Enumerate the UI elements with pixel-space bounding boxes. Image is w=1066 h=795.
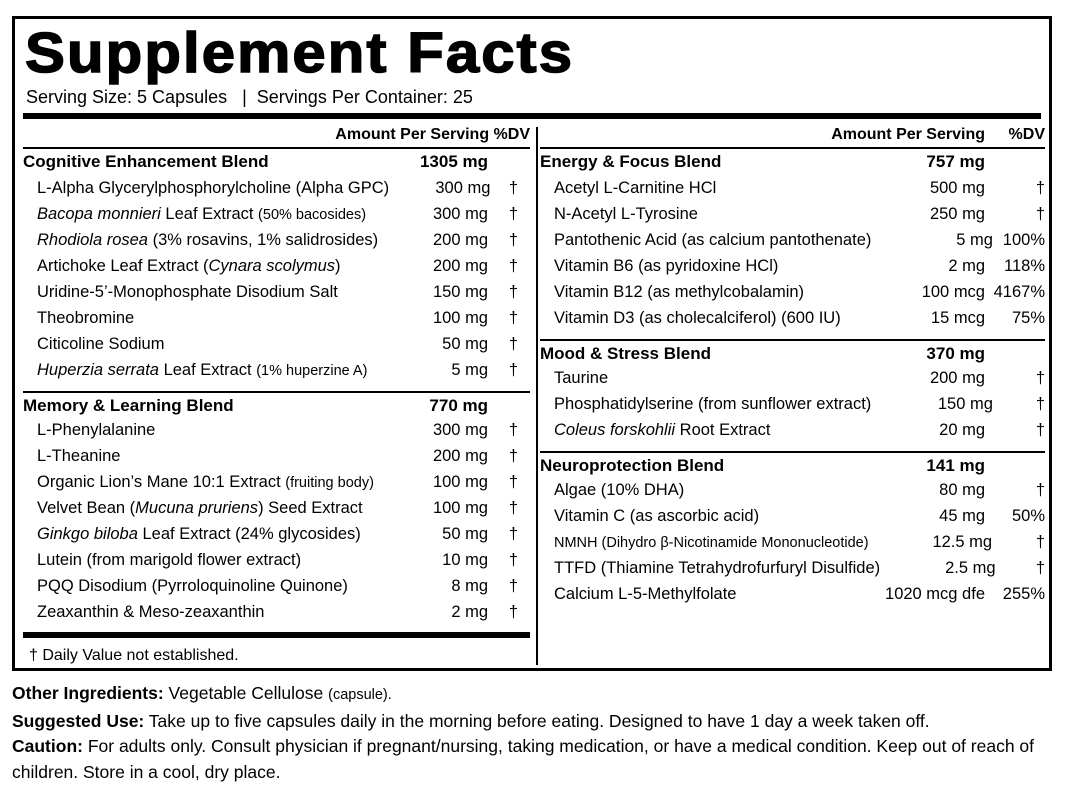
other-ingredients-text: Vegetable Cellulose <box>163 683 329 703</box>
ingredient-amount: 15 mcg <box>930 308 985 327</box>
ingredient-name-part: Leaf Extract <box>158 360 257 379</box>
ingredient-dv: † <box>508 178 518 197</box>
ingredient-amount: 2 mg <box>451 602 488 621</box>
ingredient-name <box>23 447 378 466</box>
ingredient-name <box>23 525 378 544</box>
ingredient-dv: † <box>1035 178 1045 197</box>
ingredient-amount: 50 mg <box>442 334 488 353</box>
blend-row <box>540 339 1045 365</box>
ingredient-name <box>23 205 378 224</box>
blend-amount: 370 mg <box>926 343 985 363</box>
ingredient-name-part: (1% huperzine A) <box>256 362 368 379</box>
ingredient-name-part: L-Phenylalanine <box>37 420 156 439</box>
ingredient-row <box>540 503 1045 529</box>
ingredient-row <box>540 477 1045 503</box>
suggested-use-label: Suggested Use: <box>12 710 145 731</box>
blend-row <box>23 391 530 417</box>
caution <box>12 734 1057 785</box>
ingredient-row <box>540 227 1045 253</box>
ingredient-amount: 200 mg <box>432 256 488 275</box>
ingredient-name-part: Uridine-5’-Monophosphate Disodium Salt <box>37 282 338 301</box>
caution-label: Caution: <box>12 736 83 756</box>
ingredient-name-part: Calcium L-5-Methylfolate <box>554 584 737 603</box>
supplement-facts-panel <box>12 16 1052 671</box>
ingredient-name <box>540 481 845 500</box>
ingredient-name <box>540 283 845 302</box>
column-header <box>540 121 1045 149</box>
ingredient-name <box>540 257 845 276</box>
serving-info: Serving Size: 5 Capsules | Servings Per Container: 25 <box>26 87 473 107</box>
ingredient-amount: 8 mg <box>451 576 488 595</box>
blend-row <box>540 149 1045 175</box>
left-column <box>23 121 530 665</box>
ingredient-row <box>540 201 1045 227</box>
ingredient-dv: † <box>1035 368 1045 387</box>
other-ingredients-note: (capsule). <box>328 687 392 703</box>
ingredient-name-part: PQQ Disodium (Pyrroloquinoline Quinone) <box>37 576 348 595</box>
ingredient-dv: † <box>508 602 518 621</box>
ingredient-dv: † <box>508 550 518 569</box>
ingredient-row <box>540 279 1045 305</box>
blend-name: Memory & Learning Blend <box>23 395 234 415</box>
ingredient-dv: 118% <box>1004 256 1045 275</box>
ingredient-dv: † <box>508 230 518 249</box>
ingredient-row <box>540 305 1045 331</box>
ingredient-name-part: L-Alpha Glycerylphosphorylcholine (Alpha GPC) <box>37 178 390 197</box>
ingredient-name-part: Bacopa monnieri <box>37 204 161 223</box>
footnote: † Daily Value not established. <box>29 647 239 664</box>
ingredient-amount: 200 mg <box>929 368 985 387</box>
ingredient-name-part: (50% bacosides) <box>258 206 367 223</box>
ingredient-row <box>23 417 530 443</box>
ingredient-row <box>23 227 530 253</box>
ingredient-row <box>540 529 1045 555</box>
ingredient-name-part: Lutein (from marigold flower extract) <box>37 550 302 569</box>
ingredient-dv: † <box>508 446 518 465</box>
ingredient-name <box>23 335 378 354</box>
ingredient-dv: † <box>508 524 518 543</box>
ingredient-name-part: Artichoke Leaf Extract ( <box>37 256 209 275</box>
ingredient-amount: 200 mg <box>432 446 488 465</box>
ingredient-amount: 300 mg <box>432 420 488 439</box>
ingredient-dv: 4167% <box>993 282 1045 301</box>
ingredient-name-part: Taurine <box>554 368 609 387</box>
ingredient-amount: 50 mg <box>442 524 488 543</box>
thick-divider <box>23 113 1041 119</box>
ingredient-amount: 300 mg <box>432 204 488 223</box>
ingredient-amount: 2.5 mg <box>945 558 996 577</box>
ingredient-dv: † <box>1035 204 1045 223</box>
ingredient-amount: 12.5 mg <box>932 532 993 551</box>
ingredient-row <box>23 521 530 547</box>
suggested-use <box>12 709 1057 735</box>
ingredient-name <box>540 231 871 250</box>
ingredient-name-part: Theobromine <box>37 308 135 327</box>
ingredient-dv: † <box>508 360 518 379</box>
ingredient-dv: † <box>508 576 518 595</box>
blend-amount: 757 mg <box>926 152 985 171</box>
ingredient-dv: 50% <box>1011 506 1045 525</box>
ingredient-name-part: Velvet Bean ( <box>37 498 136 517</box>
blend-amount: 141 mg <box>926 455 985 475</box>
caution-text: For adults only. Consult physician if pregnant/nursing, taking medication, or have a medical condition. Keep out of reach of children. Store in a cool, dry place. <box>12 736 1035 782</box>
ingredient-name <box>23 499 378 518</box>
ingredient-dv: † <box>508 308 518 327</box>
ingredient-name <box>540 309 845 328</box>
blend-name: Mood & Stress Blend <box>540 343 711 363</box>
ingredient-amount: 5 mg <box>451 360 488 379</box>
ingredient-name <box>23 179 389 198</box>
ingredient-name <box>23 231 378 250</box>
ingredient-name-part: Huperzia serrata <box>37 360 159 379</box>
blend-name: Cognitive Enhancement Blend <box>23 152 269 171</box>
ingredient-name <box>23 473 378 492</box>
blend-amount: 770 mg <box>429 395 488 415</box>
ingredient-row <box>23 175 530 201</box>
ingredient-amount: 45 mg <box>939 506 985 525</box>
ingredient-amount: 300 mg <box>435 178 491 197</box>
ingredient-dv: † <box>508 498 518 517</box>
ingredient-name <box>540 205 845 224</box>
ingredient-dv: † <box>1035 480 1045 499</box>
ingredient-name <box>540 507 845 526</box>
ingredient-dv: † <box>508 204 518 223</box>
ingredient-name-part: L-Theanine <box>37 446 121 465</box>
ingredient-name-part: Acetyl L-Carnitine HCl <box>554 178 717 197</box>
ingredient-row <box>23 443 530 469</box>
ingredient-name-part: Cynara scolymus <box>208 256 336 275</box>
ingredient-row <box>540 253 1045 279</box>
ingredient-name-part: NMNH (Dihydro β-Nicotinamide Mononucleotide) <box>554 534 869 551</box>
ingredient-dv: 75% <box>1011 308 1045 327</box>
ingredient-name <box>23 577 378 596</box>
ingredient-name-part: Vitamin B12 (as methylcobalamin) <box>554 282 805 301</box>
ingredient-name <box>540 585 845 604</box>
ingredient-name-part: Leaf Extract (24% glycosides) <box>137 524 361 543</box>
ingredient-row <box>540 175 1045 201</box>
ingredient-name-part: Ginkgo biloba <box>37 524 138 543</box>
ingredient-amount: 150 mg <box>937 394 993 413</box>
blend-amount: 1305 mg <box>419 152 488 171</box>
suggested-use-text: Take up to five capsules daily in the morning before eating. Designed to have 1 day a week taken off. <box>144 710 930 731</box>
ingredient-name-part: Phosphatidylserine (from sunflower extract) <box>554 394 872 413</box>
ingredient-amount: 500 mg <box>929 178 985 197</box>
right-column <box>540 121 1045 607</box>
ingredient-dv: † <box>1035 394 1045 413</box>
ingredient-name-part: Algae (10% DHA) <box>554 480 685 499</box>
ingredient-name-part: ) Seed Extract <box>258 498 363 517</box>
ingredient-amount: 100 mcg <box>921 282 985 301</box>
ingredient-name-part: Root Extract <box>675 420 771 439</box>
ingredient-name-part: Vitamin C (as ascorbic acid) <box>554 506 760 525</box>
ingredient-row <box>540 581 1045 607</box>
ingredient-row <box>540 391 1045 417</box>
ingredient-name-part: ) <box>335 256 341 275</box>
ingredient-dv: † <box>1035 420 1045 439</box>
blend-name: Neuroprotection Blend <box>540 455 725 475</box>
blend-row <box>23 149 530 175</box>
ingredient-row <box>540 417 1045 443</box>
ingredient-name-part: Organic Lion’s Mane 10:1 Extract <box>37 472 286 491</box>
ingredient-row <box>23 495 530 521</box>
ingredient-dv: † <box>508 472 518 491</box>
ingredient-name <box>23 421 378 440</box>
ingredient-name <box>23 257 378 276</box>
ingredient-row <box>23 253 530 279</box>
ingredient-amount: 100 mg <box>432 472 488 491</box>
ingredient-amount: 1020 mcg dfe <box>885 584 985 603</box>
ingredient-row <box>23 573 530 599</box>
ingredient-name-part: N-Acetyl L-Tyrosine <box>554 204 698 223</box>
ingredient-name-part: Vitamin B6 (as pyridoxine HCl) <box>554 256 779 275</box>
ingredient-row <box>540 365 1045 391</box>
ingredient-dv: † <box>508 334 518 353</box>
ingredient-row <box>23 357 530 383</box>
ingredient-dv: † <box>508 420 518 439</box>
ingredient-row <box>23 599 530 625</box>
ingredient-row <box>23 279 530 305</box>
ingredient-amount: 250 mg <box>929 204 985 223</box>
ingredient-dv: 255% <box>1002 584 1045 603</box>
ingredient-row <box>23 469 530 495</box>
ingredient-amount: 2 mg <box>948 256 985 275</box>
ingredient-name-part: Coleus forskohlii <box>554 420 676 439</box>
ingredient-name <box>23 603 378 622</box>
ingredient-name <box>540 369 845 388</box>
ingredient-row <box>23 547 530 573</box>
ingredient-row <box>540 555 1045 581</box>
ingredient-name-part: Zeaxanthin & Meso-zeaxanthin <box>37 602 265 621</box>
other-ingredients <box>12 681 1057 709</box>
column-divider <box>536 127 538 665</box>
ingredient-name-part: Citicoline Sodium <box>37 334 165 353</box>
ingredient-amount: 20 mg <box>939 420 985 439</box>
ingredient-amount: 150 mg <box>432 282 488 301</box>
other-ingredients-label: Other Ingredients: <box>12 683 164 703</box>
label-footer <box>12 681 1057 785</box>
ingredient-name <box>540 559 880 578</box>
ingredient-name <box>23 361 378 380</box>
ingredient-amount: 80 mg <box>939 480 985 499</box>
ingredient-amount: 5 mg <box>956 230 993 249</box>
ingredient-row <box>23 305 530 331</box>
ingredient-dv: 100% <box>1002 230 1045 249</box>
dv-header: %DV <box>1008 126 1045 143</box>
ingredient-amount: 100 mg <box>432 308 488 327</box>
ingredient-amount: 200 mg <box>432 230 489 249</box>
ingredient-name-part: Rhodiola rosea <box>37 230 148 249</box>
ingredient-dv: † <box>1035 558 1045 577</box>
ingredient-amount: 10 mg <box>442 550 488 569</box>
ingredient-name <box>540 395 871 414</box>
blend-row <box>540 451 1045 477</box>
ingredient-dv: † <box>1035 532 1045 551</box>
ingredient-amount: 100 mg <box>432 498 488 517</box>
ingredient-name-part: Pantothenic Acid (as calcium pantothenate) <box>554 230 872 249</box>
ingredient-dv: † <box>508 282 518 301</box>
ingredient-name <box>540 179 845 198</box>
ingredient-dv: † <box>508 256 518 275</box>
ingredient-name <box>23 283 378 302</box>
ingredient-row <box>23 331 530 357</box>
ingredient-name-part: Leaf Extract <box>160 204 259 223</box>
amount-header: Amount Per Serving <box>831 126 985 143</box>
ingredient-name-part: Vitamin D3 (as cholecalciferol) (600 IU) <box>554 308 841 327</box>
ingredient-row <box>23 201 530 227</box>
blend-name: Energy & Focus Blend <box>540 152 722 171</box>
ingredient-name <box>540 533 869 552</box>
ingredient-name <box>540 421 845 440</box>
ingredient-name-part: (3% rosavins, 1% salidrosides) <box>148 230 379 249</box>
ingredient-name <box>23 551 378 570</box>
panel-title: Supplement Facts <box>25 21 575 85</box>
ingredient-name-part: (fruiting body) <box>285 474 374 491</box>
ingredient-name <box>23 309 378 328</box>
ingredient-name-part: TTFD (Thiamine Tetrahydrofurfuryl Disulfide) <box>554 558 881 577</box>
ingredient-name-part: Mucuna pruriens <box>135 498 259 517</box>
column-header: Amount Per Serving %DV <box>23 121 530 149</box>
